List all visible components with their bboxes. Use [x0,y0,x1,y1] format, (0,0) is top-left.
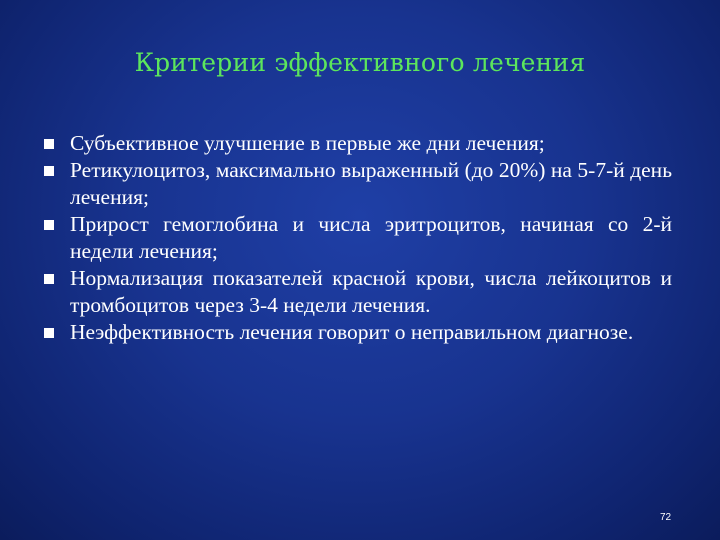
bullet-list [44,130,672,346]
square-bullet-icon [44,220,54,230]
page-number: 72 [660,512,672,523]
bullet-text: Субъективное улучшение в первые же дни лечения; [70,131,545,155]
bullet-item [44,130,672,157]
bullet-text: Неэффективность лечения говорит о неправильном диагнозе. [70,320,634,344]
bullet-text: Ретикулоцитоз, максимально выраженный (до 20%) на 5-7-й день лечения; [70,158,672,209]
bullet-text: Нормализация показателей красной крови, числа лейкоцитов и тромбоцитов через 3-4 недели лечения. [70,266,672,317]
slide-title: Критерии эффективного лечения [134,48,586,77]
bullet-item [44,211,672,265]
bullet-text: Прирост гемоглобина и числа эритроцитов, начиная со 2-й недели лечения; [70,212,672,263]
square-bullet-icon [44,328,54,338]
square-bullet-icon [44,166,54,176]
square-bullet-icon [44,274,54,284]
bullet-item [44,265,672,319]
bullet-item [44,319,672,346]
bullet-item [44,157,672,211]
square-bullet-icon [44,139,54,149]
